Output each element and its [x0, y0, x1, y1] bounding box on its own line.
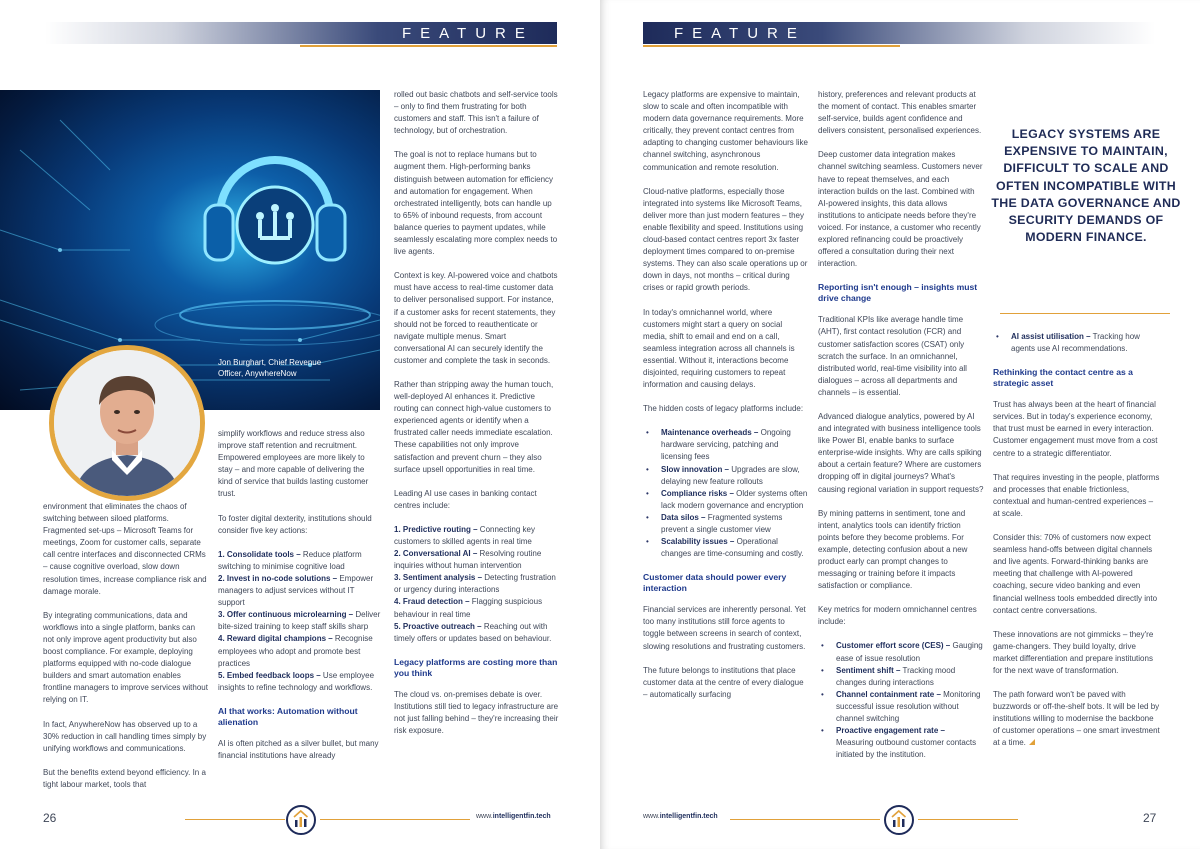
section-title: FEATURE	[402, 25, 534, 42]
portrait-image	[54, 350, 200, 496]
footer-rule	[320, 819, 470, 820]
paragraph: Traditional KPIs like average handle time (AHT), first contact resolution (FCR) and customer satisfaction scores (CSAT) only scratch the surface. In an omnichannel, distributed world, real-time visibility into all dialogues – across all departments and channels – is essential.	[818, 315, 967, 397]
list-item: 5. Embed feedback loops – Use employee insights to refine technology and workflows.	[218, 670, 375, 692]
list-item: 5. Proactive outreach – Reaching out with timely offers or updates based on behaviour.	[394, 621, 552, 643]
paragraph: The cloud vs. on-premises debate is over. Institutions still tied to legacy infrastructure are not just falling behind – they're increasing their risk exposure.	[394, 689, 559, 736]
list-item: 3. Sentiment analysis – Detecting frustration or urgency during interactions	[394, 573, 556, 595]
header-gold-rule	[643, 45, 900, 47]
logo-arrows-icon	[288, 807, 314, 833]
publication-logo-icon	[286, 805, 316, 835]
paragraph: history, preferences and relevant products at the moment of contact. This enables smarter self-service, builds agent confidence and delivers consistent, personalised experiences.	[818, 90, 982, 136]
list-item: • Compliance risks – Older systems often lack modern governance and encryption	[643, 488, 808, 512]
list-item: • Slow innovation – Upgrades are slow, delaying new feature rollouts	[643, 464, 808, 488]
key-metrics-list	[818, 640, 984, 761]
publication-logo-icon	[884, 805, 914, 835]
list-item: 1. Predictive routing – Connecting key customers to skilled agents in real time	[394, 524, 535, 546]
section-heading: Reporting isn't enough – insights must drive change	[818, 282, 978, 304]
paragraph: Key metrics for modern omnichannel centres include:	[818, 605, 977, 627]
ai-headset-icon	[200, 120, 350, 290]
paragraph: Rather than stripping away the human touch, well-deployed AI enhances it. Predictive routing can connect high-value customers to experienced agents or identify when a frustrated caller needs immediate escalation. These capabilities not only improve satisfaction and prevent churn – they also surface upsell opportunities in real time.	[394, 379, 554, 474]
key-metrics-list-continued	[993, 331, 1161, 355]
page-number: 27	[1143, 811, 1157, 825]
page-number: 26	[43, 811, 57, 825]
list-item: 2. Conversational AI – Resolving routine inquiries without human intervention	[394, 549, 542, 571]
right-column-1	[643, 89, 808, 713]
list-item: • AI assist utilisation – Tracking how agents use AI recommendations.	[993, 331, 1161, 355]
website-link[interactable]: www.intelligentfin.tech	[476, 813, 551, 820]
hidden-costs-list	[643, 427, 808, 560]
paragraph: AI is often pitched as a silver bullet, but many financial institutions have already	[218, 738, 379, 760]
left-column-2	[218, 428, 381, 774]
section-heading: Customer data should power every interaction	[643, 572, 787, 594]
paragraph: In fact, AnywhereNow has observed up to a 30% reduction in call handling times simply by unifying workflows and communications.	[43, 719, 207, 753]
left-column-1	[43, 501, 208, 803]
list-item: 4. Reward digital champions – Recognise employees who adopt and promote best practices	[218, 634, 373, 668]
list-item: 3. Offer continuous microlearning – Deliver bite-sized training to keep staff skills sharp	[218, 610, 381, 632]
paragraph: Legacy platforms are expensive to maintain, slow to scale and often incompatible with modern data governance requirements. More critically, they prevent contact centres from adapting to changing customer behaviours like channel switching, asynchronous communication and remote resolution.	[643, 90, 808, 172]
paragraph: By integrating communications, data and workflows into a single platform, banks can not only improve agent productivity but also boost compliance. For example, deploying platforms equipped with no-code dialogue builders and smart automation enables frontline managers to improve services without relying on IT.	[43, 610, 208, 705]
paragraph: By mining patterns in sentiment, tone and intent, analytics tools can identify friction points before they become problems. For example, detecting confusion about a new product early can prompt changes to messaging or training before it impacts satisfaction or compliance.	[818, 508, 968, 591]
paragraph: The hidden costs of legacy platforms include:	[643, 404, 804, 414]
header-gold-rule	[300, 45, 557, 47]
paragraph: Consider this: 70% of customers now expect seamless hand-offs between digital channels and live agents. Forward-thinking banks are meeting that challenge with AI-powered coaching, secure video banking and even financial wellness tools embedded directly into contact centre conversations.	[993, 533, 1158, 615]
caption-line-1: Jon Burghart, Chief Revenue	[218, 358, 322, 367]
paragraph: Trust has always been at the heart of financial services. But in today's experience economy, that trust must be earned in every interaction. Customer engagement must move from a cost centre to a strategic differentiator.	[993, 400, 1158, 458]
list-item: • Channel containment rate – Monitoring successful issue resolution without channel switching	[818, 689, 984, 725]
pull-quote: LEGACY SYSTEMS ARE EXPENSIVE TO MAINTAIN, DIFFICULT TO SCALE AND OFTEN INCOMPATIBLE WITH THE DATA GOVERNANCE AND SECURITY DEMANDS OF MODERN FINANCE.	[991, 127, 1181, 245]
list-item: 4. Fraud detection – Flagging suspicious behaviour in real time	[394, 597, 543, 619]
footer-rule	[185, 819, 285, 820]
paragraph: But the benefits extend beyond efficiency. In a tight labour market, tools that	[43, 767, 206, 789]
paragraph: Deep customer data integration makes channel switching seamless. Customers never have to repeat themselves, and each interaction builds on the last. Combined with AI-powered insights, this data allows institutions to anticipate needs before they're voiced. For instance, a customer who recently explored refinancing could be proactively offered a consultation during their next interaction.	[818, 150, 983, 269]
right-column-3	[993, 331, 1161, 762]
end-mark-icon	[1029, 739, 1035, 745]
footer-rule	[730, 819, 880, 820]
paragraph: The future belongs to institutions that place customer data at the centre of every dialogue – automatically surfacing	[643, 665, 804, 699]
paragraph: rolled out basic chatbots and self-service tools – only to find them frustrating for both customers and staff. This isn't a failure of technology, but of orchestration.	[394, 90, 558, 136]
caption-line-2: Officer, AnywhereNow	[218, 369, 297, 378]
section-heading: AI that works: Automation without alienation	[218, 705, 358, 727]
list-item: • Data silos – Fragmented systems prevent a single customer view	[643, 512, 808, 536]
paragraph: Context is key. AI-powered voice and chatbots must have access to real-time customer data to deliver personalised support. For instance, if a customer asks for recent statements, they should not be forced to reauthenticate or navigate multiple menus. Smart conversational AI can securely identify the customer and complete the task in seconds.	[394, 271, 558, 365]
right-page	[600, 0, 1200, 849]
paragraph: environment that eliminates the chaos of switching between siloed platforms. Fragmented set-ups – Microsoft Teams for meetings, Zoom for customer calls, separate call centre interfaces and disconnected CRMs – cause cognitive overload, slow down resolution times, increase compliance risk and damage morale.	[43, 502, 207, 596]
paragraph: To foster digital dexterity, institutions should consider five key actions:	[218, 513, 372, 535]
key-actions-list	[218, 549, 381, 694]
list-item: • Maintenance overheads – Ongoing hardware servicing, patching and licensing fees	[643, 427, 808, 463]
list-item: • Scalability issues – Operational changes are time-consuming and costly.	[643, 536, 808, 560]
paragraph: In today's omnichannel world, where customers might start a query on social media, shift to email and end on a call, seamless integration across all channels is essential. Without it, interactions become disjointed, requiring customers to repeat information and causing delays.	[643, 307, 795, 390]
logo-arrows-icon	[886, 807, 912, 833]
ai-use-cases-list	[394, 524, 559, 645]
section-title: FEATURE	[674, 25, 806, 42]
portrait-photo	[49, 345, 205, 501]
list-item: • Customer effort score (CES) – Gauging ease of issue resolution	[818, 640, 984, 664]
paragraph: Advanced dialogue analytics, powered by AI and integrated with business intelligence tools like Power BI, enable banks to surface enterprise-wide insights. Why are calls spiking about a certain feature? Where are customers dropping off in digital journeys? What's causing regional variation in support requests?	[818, 411, 984, 494]
photo-caption	[218, 357, 368, 379]
list-item: • Proactive engagement rate – Measuring outbound customer contacts initiated by the institution.	[818, 725, 984, 761]
paragraph: Cloud-native platforms, especially those integrated into systems like Microsoft Teams, deliver more than just modern features – they enable flexibility and speed. Institutions using cloud-based contact centres report 3x faster deployment times compared to on-premise systems. They can also scale operations up or down in days, not months – critical during crises or rapid growth periods.	[643, 186, 808, 293]
paragraph: Financial services are inherently personal. Yet too many institutions still force agents to toggle between screens in search of context, slowing resolutions and frustrating customers.	[643, 605, 806, 651]
paragraph: The goal is not to replace humans but to augment them. High-performing banks distinguish between automation for efficiency and automation for engagement. When orchestrated intelligently, bots can handle up to 65% of inbound requests, from account balance queries to payment updates, while seamlessly escalating more complex needs to live agents.	[394, 150, 558, 257]
paragraph: simplify workflows and reduce stress also improve staff retention and recruitment. Empowered employees are more likely to stay – and more capable of delivering the kind of service that builds lasting customer trust.	[218, 429, 369, 499]
footer-rule	[918, 819, 1018, 820]
list-item: 2. Invest in no-code solutions – Empower managers to adjust services without IT support	[218, 573, 374, 608]
section-heading: Legacy platforms are costing more than you think	[394, 656, 558, 678]
left-column-3	[394, 89, 559, 749]
right-column-2	[818, 89, 984, 773]
section-heading: Rethinking the contact centre as a strategic asset	[993, 367, 1133, 389]
list-item: 1. Consolidate tools – Reduce platform switching to minimise cognitive load	[218, 549, 362, 571]
paragraph: The path forward won't be paved with buzzwords or off-the-shelf bots. It will be led by institutions willing to modernise the backbone of customer operations – one smart investment at a time.	[993, 690, 1160, 748]
paragraph: Leading AI use cases in banking contact centres include:	[394, 488, 537, 510]
paragraph: That requires investing in the people, platforms and processes that enable frictionless, contextual and human-centred experiences – at scale.	[993, 472, 1160, 518]
website-link[interactable]: www.intelligentfin.tech	[643, 813, 718, 820]
list-item: • Sentiment shift – Tracking mood changes during interactions	[818, 665, 984, 689]
pull-quote-rule	[1000, 313, 1170, 314]
paragraph: These innovations are not gimmicks – they're game-changers. They build loyalty, drive market differentiation and prepare institutions for the next wave of transformation.	[993, 629, 1154, 675]
